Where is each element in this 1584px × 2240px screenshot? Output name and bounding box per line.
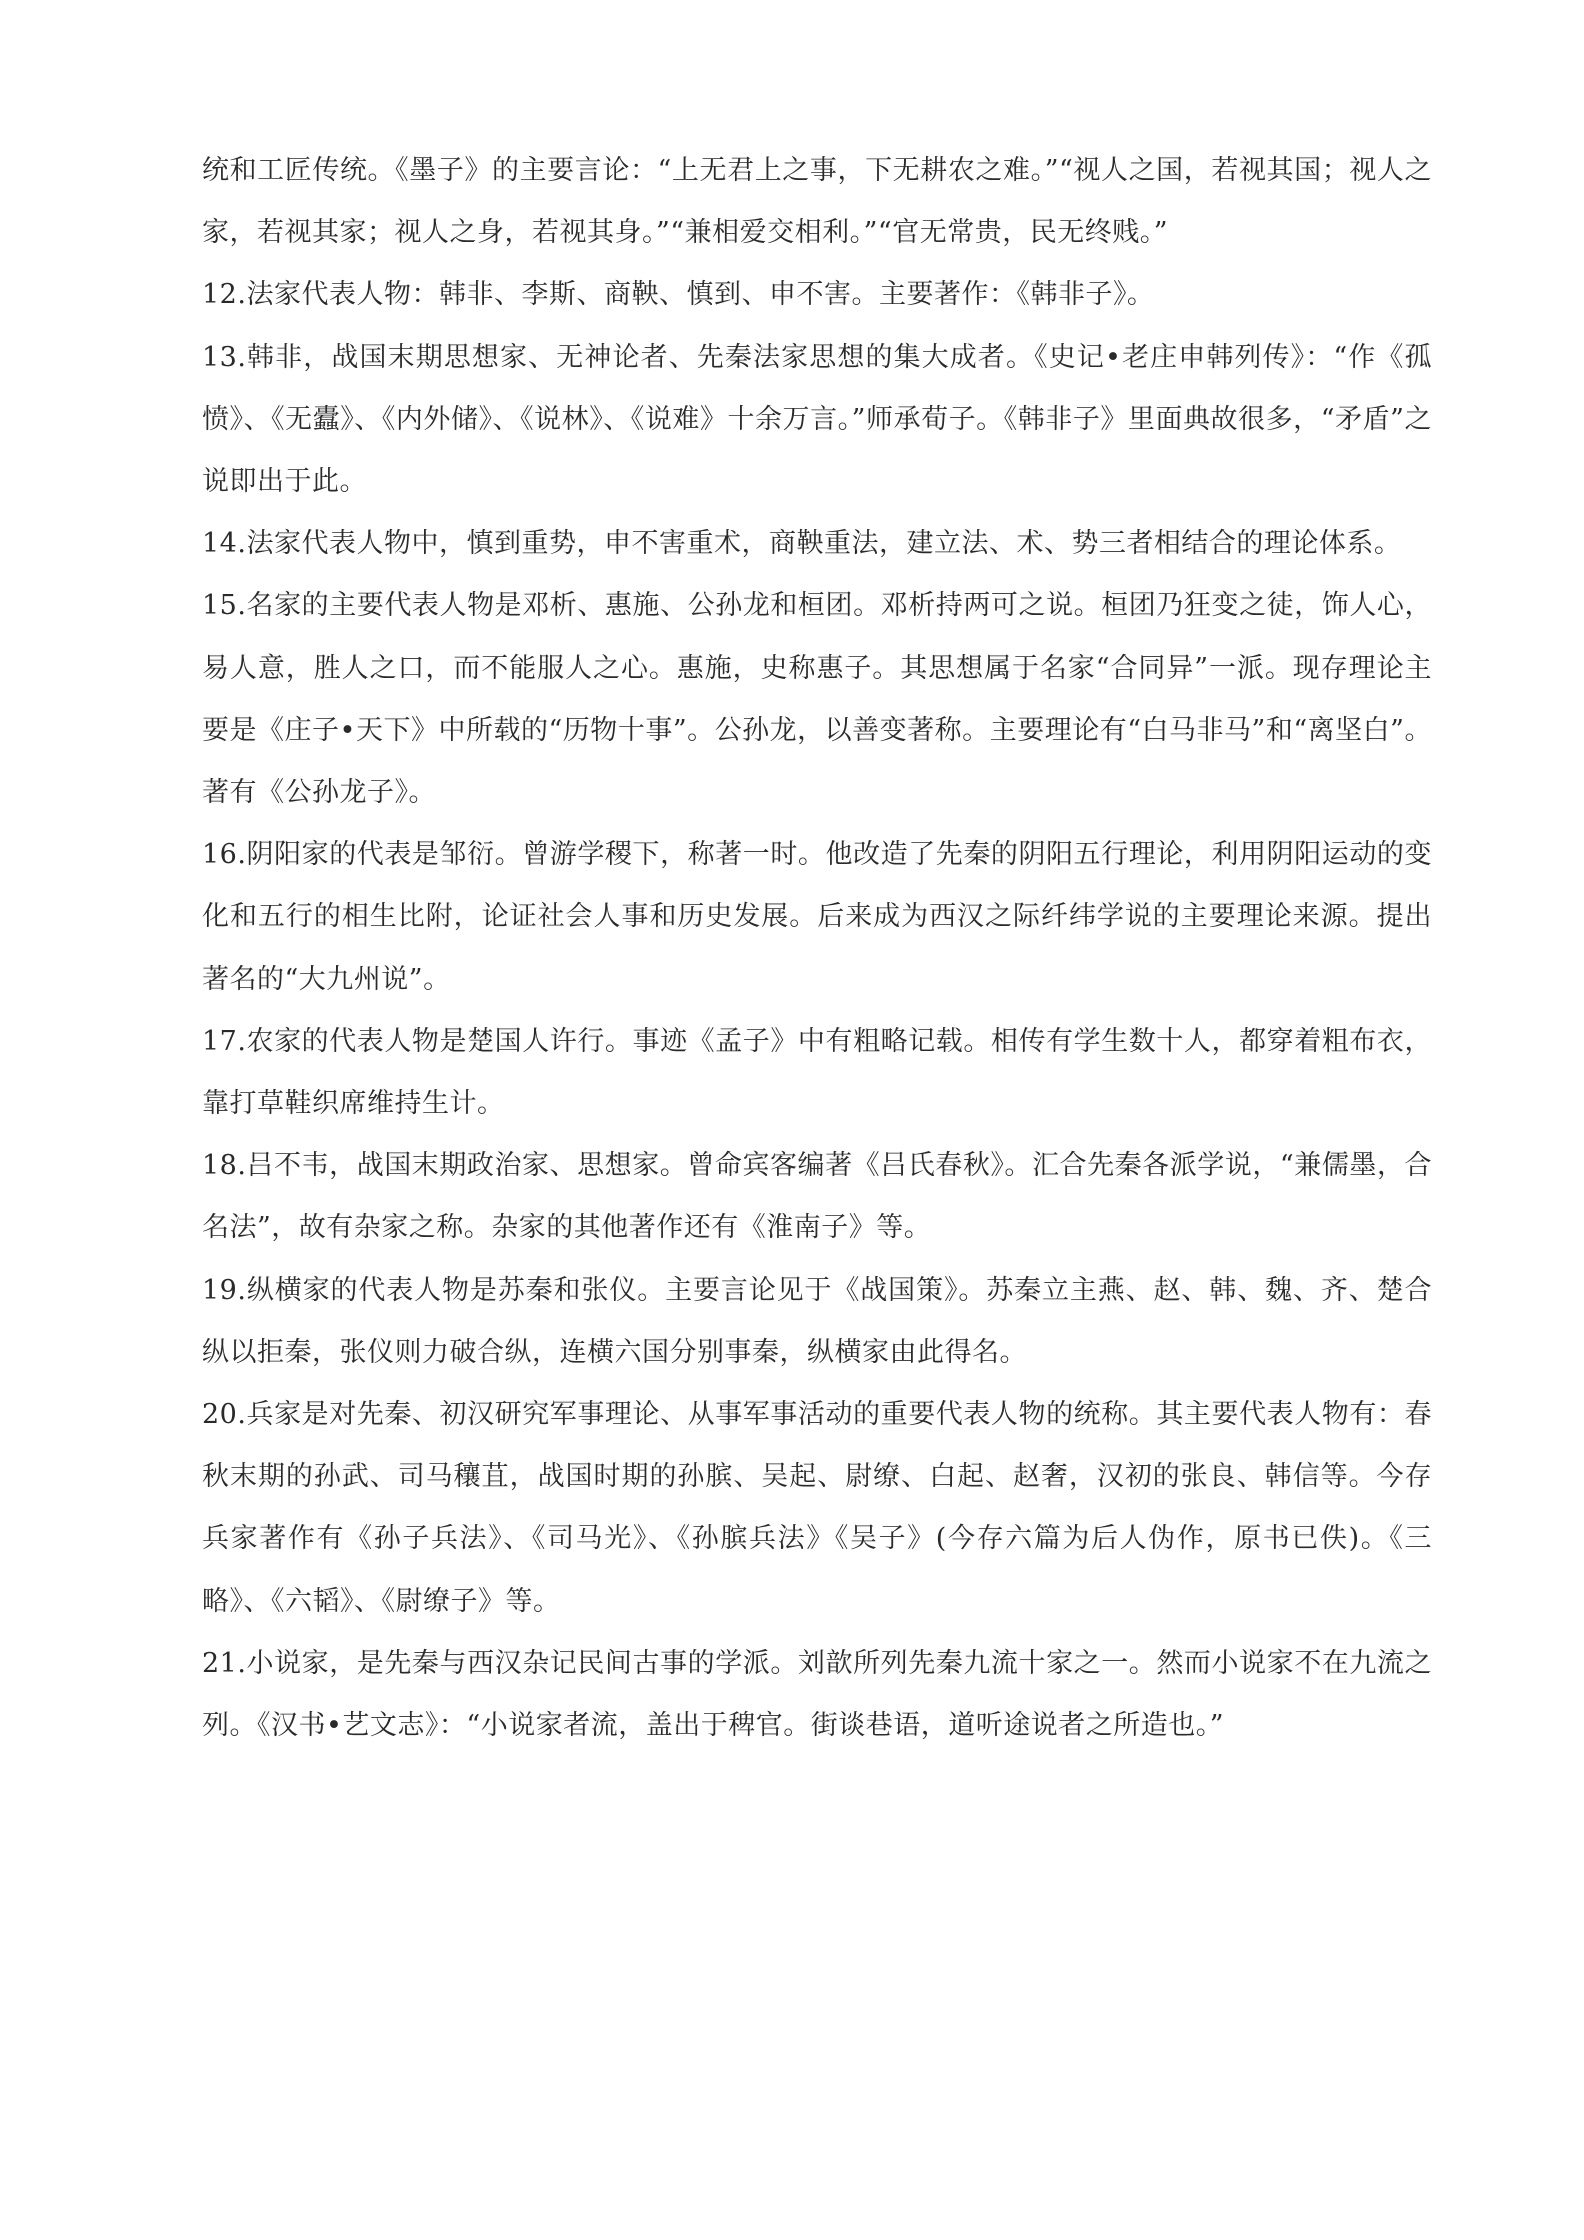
paragraph-19-diplomatists: 19.纵横家的代表人物是苏秦和张仪。主要言论见于《战国策》。苏秦立主燕、赵、韩、魏、齐、楚合纵以拒秦，张仪则力破合纵，连横六国分别事秦，纵横家由此得名。 [202, 1274, 1432, 1368]
paragraph-12-legalists: 12.法家代表人物：韩非、李斯、商鞅、慎到、申不害。主要著作：《韩非子》。 [202, 279, 1155, 311]
paragraph-17-agriculturalists: 17.农家的代表人物是楚国人许行。事迹《孟子》中有粗略记载。相传有学生数十人，都穿着粗布衣，靠打草鞋织席维持生计。 [202, 1025, 1432, 1120]
paragraph-20-military: 20.兵家是对先秦、初汉研究军事理论、从事军事活动的重要代表人物的统称。其主要代表人物有：春秋末期的孙武、司马穰苴，战国时期的孙膑、吴起、尉缭、白起、赵奢，汉初的张良、韩信等。今存兵家著作有《孙子兵法》、《司马光》、《孙膑兵法》《吴子》(今存六篇为后人伪作，原书已佚)。《三略》、《六韬》、《尉缭子》等。 [202, 1399, 1432, 1617]
paragraph-15-school-of-names: 15.名家的主要代表人物是邓析、惠施、公孙龙和桓团。邓析持两可之说。桓团乃狂变之徒，饰人心，易人意，胜人之口，而不能服人之心。惠施，史称惠子。其思想属于名家“合同异”一派。现存理论主要是《庄子•天下》中所载的“历物十事”。公孙龙，以善变著称。主要理论有“白马非马”和“离坚白”。著有《公孙龙子》。 [202, 590, 1432, 809]
paragraph-16-yin-yang: 16.阴阳家的代表是邹衍。曾游学稷下，称著一时。他改造了先秦的阴阳五行理论，利用阴阳运动的变化和五行的相生比附，论证社会人事和历史发展。后来成为西汉之际纤纬学说的主要理论来源。提出著名的“大九州说”。 [202, 839, 1432, 995]
paragraph-18-lu-buwei: 18.吕不韦，战国末期政治家、思想家。曾命宾客编著《吕氏春秋》。汇合先秦各派学说，“兼儒墨，合名法”，故有杂家之称。杂家的其他著作还有《淮南子》等。 [202, 1150, 1432, 1244]
document-body [202, 140, 1432, 1757]
paragraph-14-legalist-theory: 14.法家代表人物中，慎到重势，申不害重术，商鞅重法，建立法、术、势三者相结合的理论体系。 [202, 528, 1402, 560]
paragraph-mohist-quotes: 统和工匠传统。《墨子》的主要言论：“上无君上之事，下无耕农之难。”“视人之国，若视其国；视人之家，若视其家；视人之身，若视其身。”“兼相爱交相利。”“官无常贵，民无终贱。” [202, 155, 1432, 249]
paragraph-13-han-fei: 13.韩非，战国末期思想家、无神论者、先秦法家思想的集大成者。《史记•老庄申韩列传》：“作《孤愤》、《无蠹》、《内外储》、《说林》、《说难》十余万言。”师承荀子。《韩非子》里面典故很多，“矛盾”之说即出于此。 [202, 341, 1432, 498]
paragraph-21-novelists: 21.小说家，是先秦与西汉杂记民间古事的学派。刘歆所列先秦九流十家之一。然而小说家不在九流之列。《汉书•艺文志》：“小说家者流，盖出于稗官。街谈巷语，道听途说者之所造也。” [202, 1647, 1432, 1742]
